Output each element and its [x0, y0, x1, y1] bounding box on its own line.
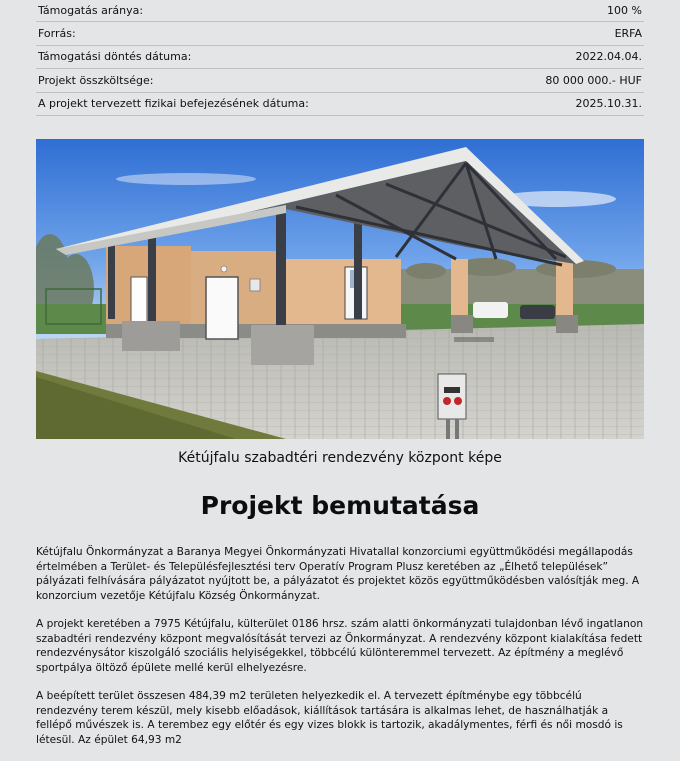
info-row-completion-date [36, 93, 644, 117]
project-info-table [36, 0, 644, 116]
description-paragraph: A beépített terület összesen 484,39 m2 területen helyezkedik el. A tervezett építménybe egy többcélú rendezvény terem készül, mely kisebb előadások, kiállítások tartására is alkalmas lehet, de használhatják a fellépő művészek is. A terembez egy előtér és egy vizes blokk is tartozik, akadálymentes, férfi és női mosdó is létesül. Az épület 64,93 m2 [36, 690, 623, 746]
event-center-photo [36, 139, 644, 439]
info-value: 80 000 000.- HUF [545, 73, 642, 87]
project-description [36, 545, 646, 761]
info-label: Támogatás aránya: [38, 4, 144, 17]
description-paragraph: Kétújfalu Önkormányzat a Baranya Megyei Önkormányzati Hivatallal konzorciumi együttműködési megállapodás értelmében a Terület- és Településfejlesztési terv Operatív Program Plusz keretében az „Élhető települések” pályázati felhívására pályázatot nyújtott be, a pályázatot és projektet közös együttműködésben valósítják meg. A konzorcium vezetője Kétújfalu Község Önkormányzat. [36, 546, 640, 602]
info-row-total-cost [36, 69, 644, 93]
info-row-decision-date [36, 46, 644, 70]
info-value: 2022.04.04. [575, 50, 642, 64]
section-title: Projekt bemutatása [200, 491, 480, 520]
info-label: Forrás: [38, 26, 76, 40]
photo-caption: Kétújfalu szabadtéri rendezvény központ képe [178, 450, 502, 466]
info-value: 100 % [607, 4, 642, 17]
info-row-source [36, 22, 644, 46]
info-value: 2025.10.31. [575, 97, 642, 111]
info-label: A projekt tervezett fizikai befejezésének dátuma: [38, 97, 309, 111]
event-center-illustration [36, 139, 644, 439]
info-value: ERFA [614, 26, 642, 40]
info-label: Támogatási döntés dátuma: [38, 50, 192, 64]
info-row-support-rate [36, 0, 644, 22]
info-label: Projekt összköltsége: [38, 73, 154, 87]
description-paragraph: A projekt keretében a 7975 Kétújfalu, külterület 0186 hrsz. szám alatti önkormányzati tulajdonban lévő ingatlanon szabadtéri rendezvény központ megvalósítását tervezi az Önkormányzat. A rendezvény központ kialakítása fedett rendezvénysátor kiszolgáló szociális helyiségekkel, többcélú különteremmel tervezett. Az építmény a meglévő sportpálya öltöző épülete mellé kerül elhelyezésre. [36, 618, 644, 674]
